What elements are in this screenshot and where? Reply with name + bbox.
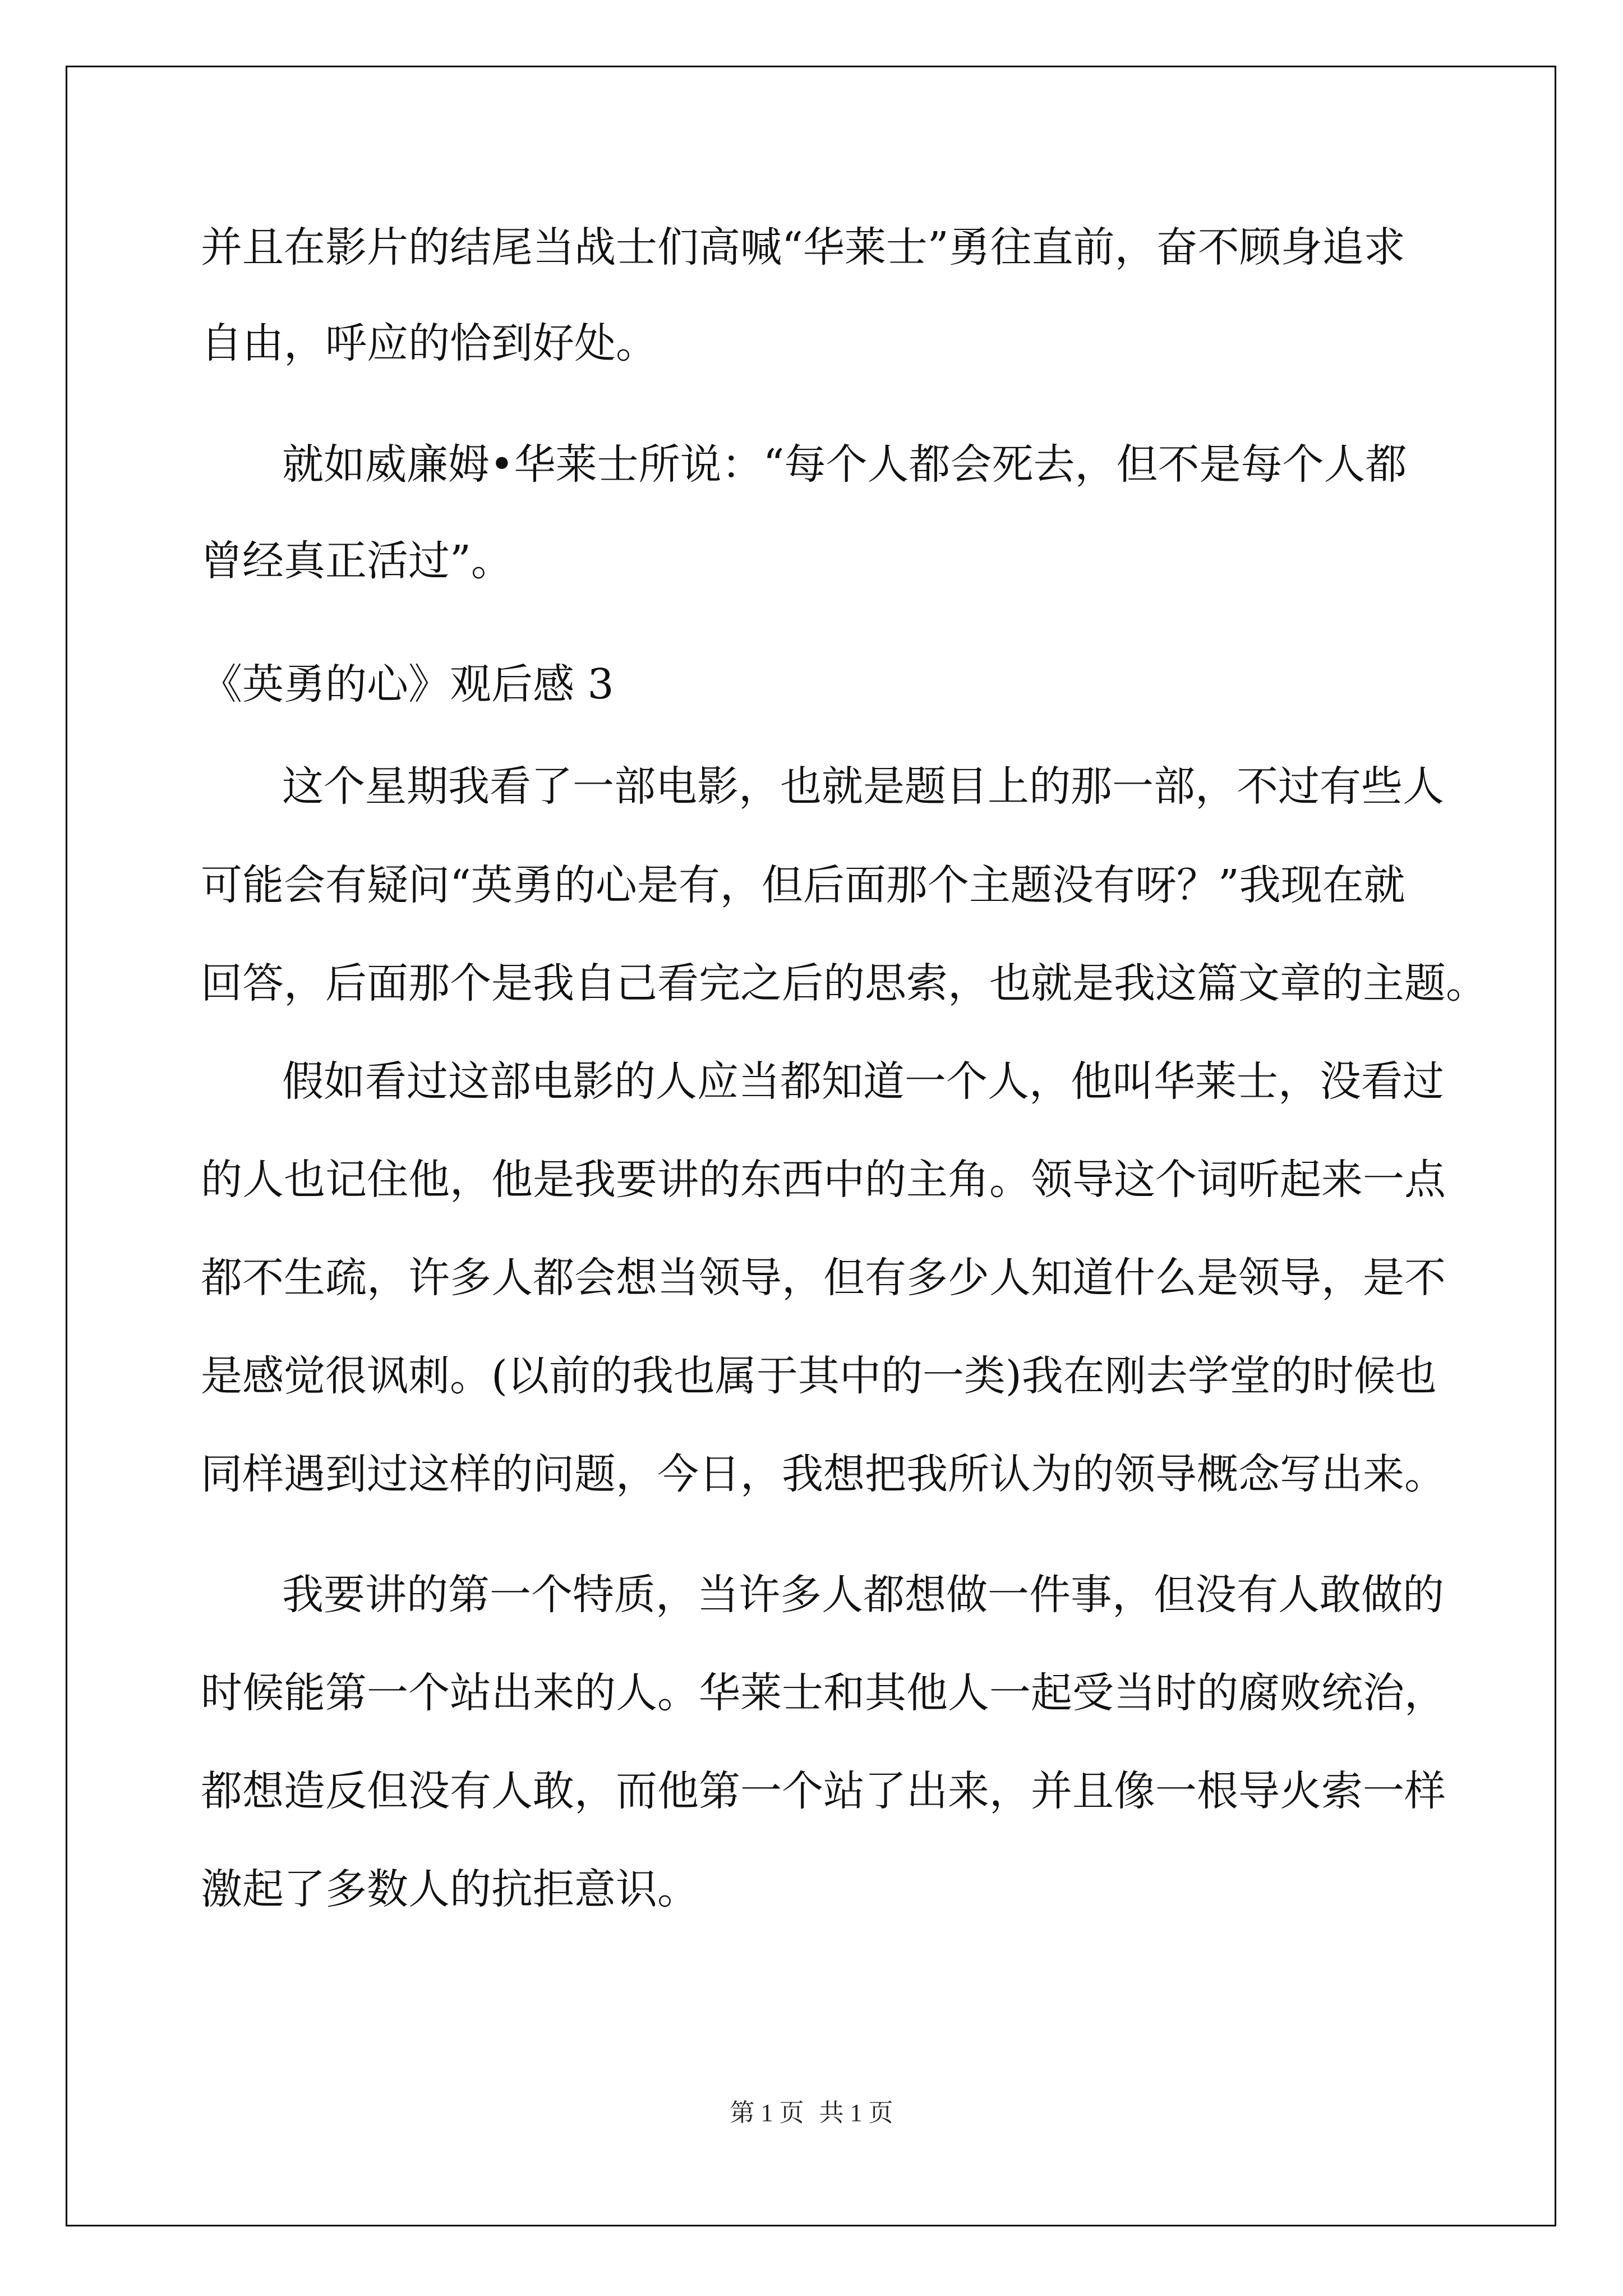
body-line: 都不生疏，许多人都会想当领导，但有多少人知道什么是领导，是不 bbox=[201, 1254, 1446, 1302]
body-line: 就如威廉姆•华莱士所说：“每个人都会死去，但不是每个人都 bbox=[282, 440, 1407, 489]
body-line: 激起了多数人的抗拒意识。 bbox=[201, 1865, 699, 1913]
page-footer bbox=[0, 2092, 1623, 2128]
body-line: 的人也记住他，他是我要讲的东西中的主角。领导这个词听起来一点 bbox=[201, 1156, 1446, 1204]
section-heading: 《英勇的心》观后感 3 bbox=[201, 660, 614, 708]
page-number: 第 1 页 bbox=[730, 2099, 804, 2127]
body-line: 自由，呼应的恰到好处。 bbox=[201, 319, 657, 367]
body-line: 假如看过这部电影的人应当都知道一个人，他叫华莱士，没看过 bbox=[282, 1057, 1444, 1106]
body-line: 曾经真正活过”。 bbox=[201, 537, 513, 585]
page-total: 共 1 页 bbox=[819, 2099, 893, 2127]
body-line: 这个星期我看了一部电影，也就是题目上的那一部，不过有些人 bbox=[282, 762, 1444, 811]
body-line: 可能会有疑问“英勇的心是有，但后面那个主题没有呀？”我现在就 bbox=[201, 861, 1405, 909]
body-line: 都想造反但没有人敢，而他第一个站了出来，并且像一根导火索一样 bbox=[201, 1767, 1446, 1815]
body-line: 我要讲的第一个特质，当许多人都想做一件事，但没有人敢做的 bbox=[282, 1571, 1444, 1619]
body-line: 回答，后面那个是我自己看完之后的思索，也就是我这篇文章的主题。 bbox=[201, 959, 1487, 1007]
body-line: 是感觉很讽刺。(以前的我也属于其中的一类)我在刚去学堂的时候也 bbox=[201, 1352, 1437, 1400]
body-line: 并且在影片的结尾当战士们高喊“华莱士”勇往直前，奋不顾身追求 bbox=[201, 223, 1405, 272]
body-line: 时候能第一个站出来的人。华莱士和其他人一起受当时的腐败统治， bbox=[201, 1669, 1446, 1717]
body-line: 同样遇到过这样的问题，今日，我想把我所认为的领导概念写出来。 bbox=[201, 1450, 1446, 1498]
